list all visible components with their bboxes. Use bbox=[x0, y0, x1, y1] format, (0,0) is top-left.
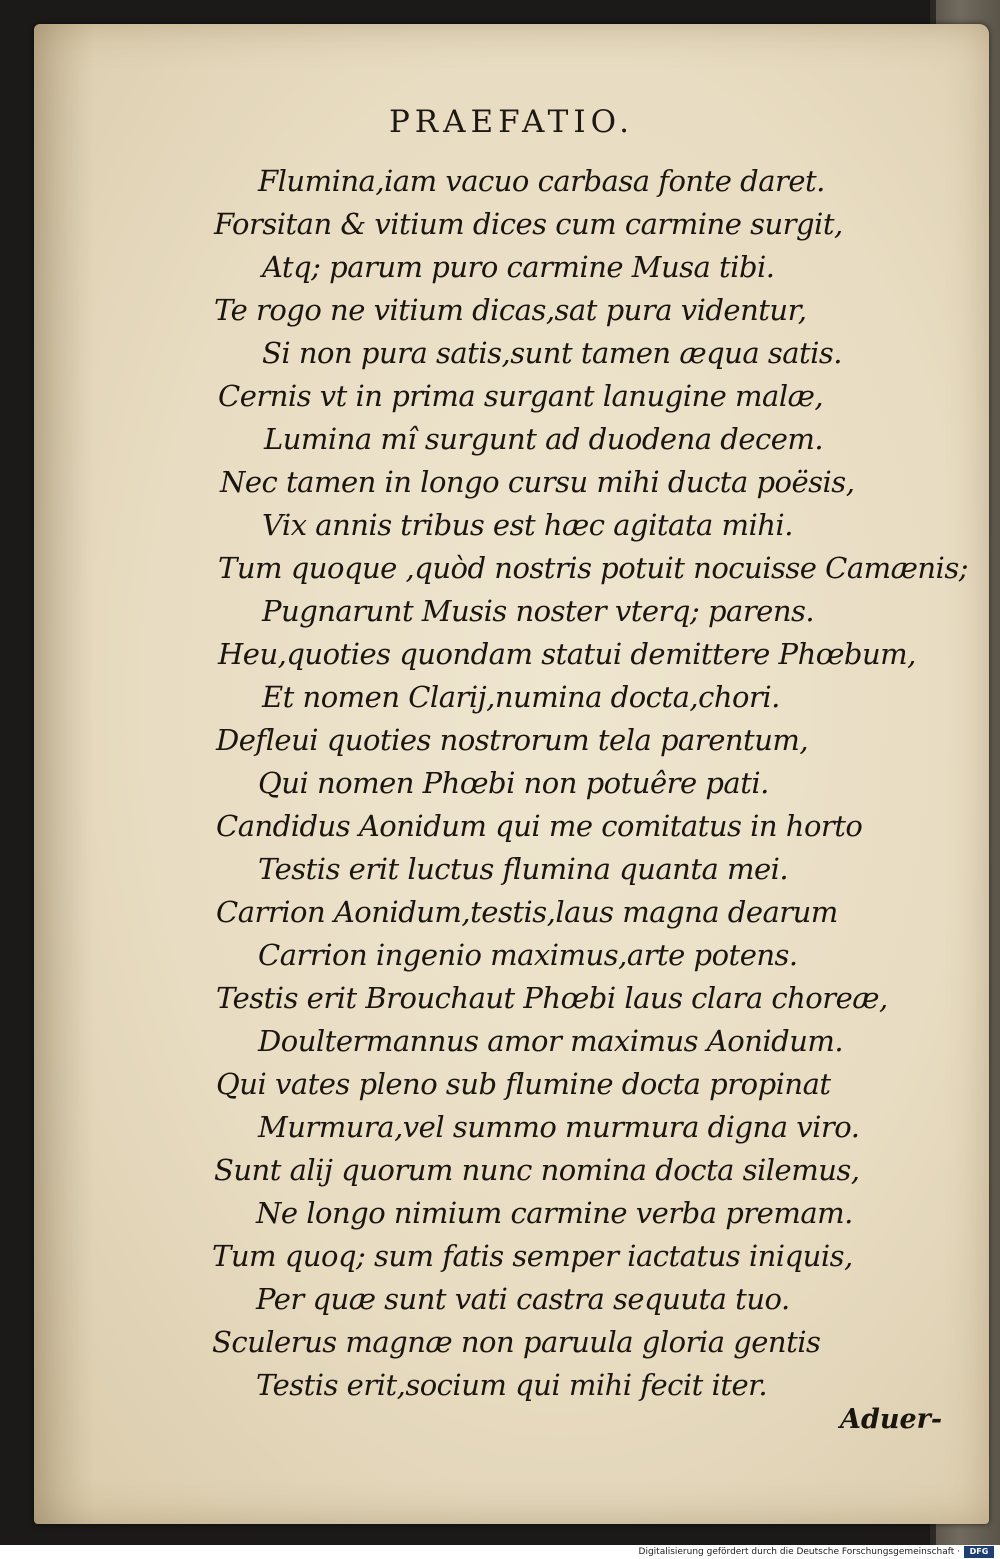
verse-line: Candidus Aonidum qui me comitatus in horto bbox=[216, 809, 863, 843]
verse-line: Vix annis tribus est hæc agitata mihi. bbox=[262, 508, 793, 542]
book-page bbox=[34, 24, 989, 1524]
verse-line: Atq; parum puro carmine Musa tibi. bbox=[262, 250, 775, 284]
verse-line: Testis erit,socium qui mihi fecit iter. bbox=[256, 1368, 768, 1402]
verse-line: Per quæ sunt vati castra sequuta tuo. bbox=[256, 1282, 790, 1316]
verse-line: Nec tamen in longo cursu mihi ducta poësis, bbox=[220, 465, 855, 499]
verse-line: Ne longo nimium carmine verba premam. bbox=[256, 1196, 853, 1230]
digitization-footer bbox=[0, 1545, 1000, 1559]
verse-line: Cernis vt in prima surgant lanugine malæ, bbox=[218, 379, 824, 413]
verse-line: Sunt alij quorum nunc nomina docta silemus, bbox=[214, 1153, 860, 1187]
verse-line: Sculerus magnæ non paruula gloria gentis bbox=[212, 1325, 821, 1359]
verse-line: Heu,quoties quondam statui demittere Phœbum, bbox=[218, 637, 916, 671]
verse-line: Carrion Aonidum,testis,laus magna dearum bbox=[216, 895, 838, 929]
verse-line: Et nomen Clarij,numina docta,chori. bbox=[262, 680, 780, 714]
verse-line: Carrion ingenio maximus,arte potens. bbox=[258, 938, 798, 972]
verse-line: Si non pura satis,sunt tamen æqua satis. bbox=[262, 336, 843, 370]
verse-line: Tum quoq; sum fatis semper iactatus iniquis, bbox=[212, 1239, 853, 1273]
dfg-logo: DFG bbox=[964, 1546, 994, 1558]
verse-line: Tum quoque ,quòd nostris potuit nocuisse Camænis; bbox=[218, 551, 968, 585]
running-head: PRAEFATIO. bbox=[388, 104, 635, 140]
verse-line: Pugnarunt Musis noster vterq; parens. bbox=[262, 594, 815, 628]
verse-line: Testis erit Brouchaut Phœbi laus clara choreæ, bbox=[216, 981, 888, 1015]
verse-line: Defleui quoties nostrorum tela parentum, bbox=[216, 723, 809, 757]
verse-line: Te rogo ne vitium dicas,sat pura videntur, bbox=[214, 293, 807, 327]
funding-credit: Digitalisierung gefördert durch die Deutsche Forschungsgemeinschaft · bbox=[638, 1547, 960, 1557]
verse-line: Murmura,vel summo murmura digna viro. bbox=[258, 1110, 860, 1144]
verse-block bbox=[34, 24, 989, 1524]
verse-line: Qui vates pleno sub flumine docta propinat bbox=[216, 1067, 831, 1101]
verse-line: Flumina,iam vacuo carbasa fonte daret. bbox=[258, 164, 825, 198]
verse-line: Qui nomen Phœbi non potuêre pati. bbox=[258, 766, 769, 800]
verse-line: Forsitan & vitium dices cum carmine surgit, bbox=[214, 207, 843, 241]
verse-line: Doultermannus amor maximus Aonidum. bbox=[258, 1024, 844, 1058]
verse-line: Lumina mî surgunt ad duodena decem. bbox=[264, 422, 824, 456]
catchword: Aduer- bbox=[840, 1404, 943, 1435]
verse-line: Testis erit luctus flumina quanta mei. bbox=[258, 852, 789, 886]
